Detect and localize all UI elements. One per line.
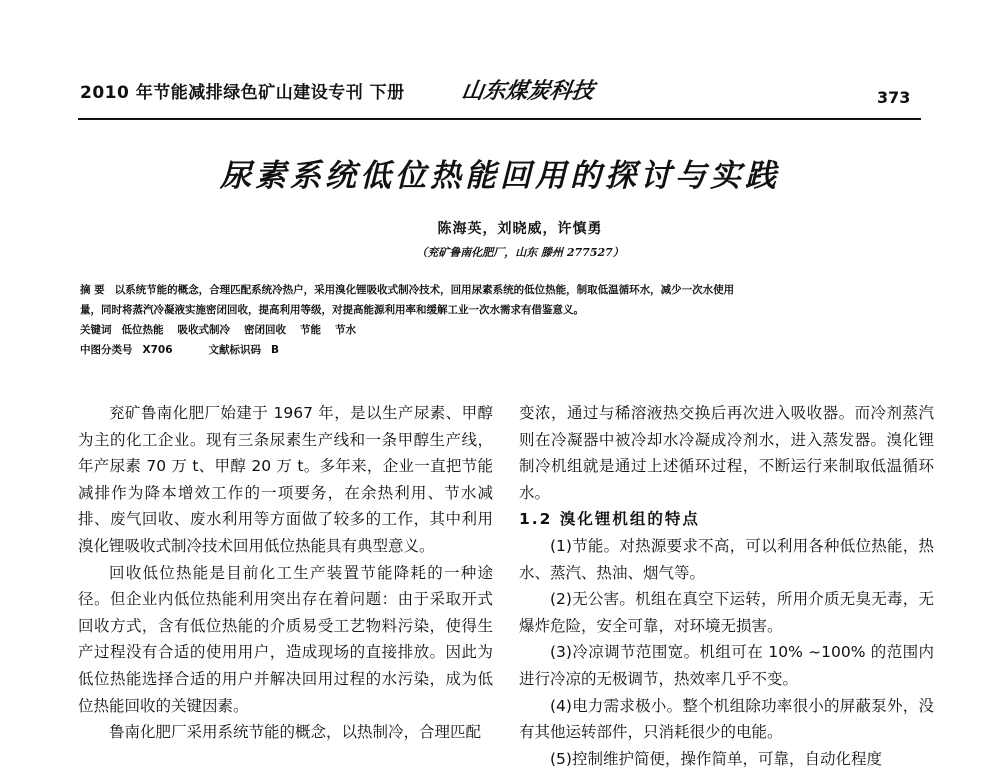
header-rule — [78, 118, 921, 120]
clc-label: 中图分类号 — [80, 344, 133, 356]
affiliation: （兖矿鲁南化肥厂，山东 滕州 277527） — [416, 246, 624, 259]
abstract-text-line2: 量，同时将蒸汽冷凝液实施密闭回收，提高利用等级，对提高能源利用率和缓解工业一次水需求有借鉴意义。 — [80, 304, 584, 316]
doc-code-value: B — [271, 344, 280, 356]
abstract-text-line1: 以系统节能的概念，合理匹配系统冷热户，采用溴化锂吸收式制冷技术，回用尿素系统的低位热能，制取低温循环水，减少一次水使用 — [114, 284, 735, 296]
body-paragraph: 鲁南化肥厂采用系统节能的概念，以热制冷，合理匹配 — [109, 723, 482, 742]
feature-item: (3)冷凉调节范围宽。机组可在 10% ~100% 的范围内进行冷凉的无极调节，热效率几乎不变。 — [519, 643, 934, 688]
authors: 陈海英，刘晓威，许慎勇 — [437, 221, 603, 237]
abstract — [80, 280, 925, 300]
body-right-column — [519, 400, 934, 772]
keywords — [80, 320, 925, 340]
section-heading: 1.2 溴化锂机组的特点 — [519, 510, 700, 529]
classification — [80, 340, 925, 360]
feature-item: (5)控制维护简便，操作简单，可靠，自动化程度 — [550, 749, 882, 768]
keyword-item: 节水 — [335, 324, 356, 336]
feature-item: (1)节能。对热源要求不高，可以利用各种低位热能，热水、蒸汽、热油、烟气等。 — [519, 536, 934, 582]
body-paragraph: 兖矿鲁南化肥厂始建于 1967 年，是以生产尿素、甲醇为主的化工企业。现有三条尿素生产线和一条甲醇生产线，年产尿素 70 万 t、甲醇 20 万 t。多年来，企业一直把节能减排作为降本增效工作的一项要务，在余热利用、节水减排、废气回收、废水利用等方面做了较多的工作，其中利用溴化锂吸收式制冷技术回用低位热能具有典型意义。 — [78, 404, 493, 555]
keyword-item: 节能 — [300, 324, 321, 336]
abstract-label: 摘 要 — [80, 284, 105, 296]
running-header-journal-issue: 2010 年节能减排绿色矿山建设专刊 下册 — [80, 83, 405, 103]
body-paragraph: 回收低位热能是目前化工生产装置节能降耗的一种途径。但企业内低位热能利用突出存在着问题：由于采取开式回收方式，含有低位热能的介质易受工艺物料污染，使得生产过程没有合适的使用用户，造成现场的直接排放。因此为低位热能选择合适的用户并解决回用过程的水污染，成为低位热能回收的关键因素。 — [78, 563, 493, 715]
clc-value: X706 — [142, 344, 173, 356]
journal-name-logo: 山东煤炭科技 — [459, 78, 596, 104]
page-number: 373 — [877, 88, 911, 107]
feature-item: (4)电力需求极小。整个机组除功率很小的屏蔽泵外，没有其他运转部件，只消耗很少的电能。 — [519, 696, 934, 742]
abstract-continued — [80, 300, 925, 320]
keyword-item: 密闭回收 — [244, 324, 286, 336]
keyword-item: 吸收式制冷 — [177, 324, 230, 336]
keyword-item: 低位热能 — [121, 324, 164, 336]
paper-title: 尿素系统低位热能回用的探讨与实践 — [220, 158, 780, 194]
doc-code-label: 文献标识码 — [208, 344, 262, 356]
body-left-column — [78, 400, 493, 746]
keywords-label: 关键词 — [80, 324, 112, 336]
body-paragraph: 变浓，通过与稀溶液热交换后再次进入吸收器。而冷剂蒸汽则在冷凝器中被冷却水冷凝成冷剂水，进入蒸发器。溴化锂制冷机组就是通过上述循环过程，不断运行来制取低温循环水。 — [519, 404, 934, 502]
feature-item: (2)无公害。机组在真空下运转，所用介质无臭无毒，无爆炸危险，安全可靠，对环境无损害。 — [519, 590, 934, 635]
